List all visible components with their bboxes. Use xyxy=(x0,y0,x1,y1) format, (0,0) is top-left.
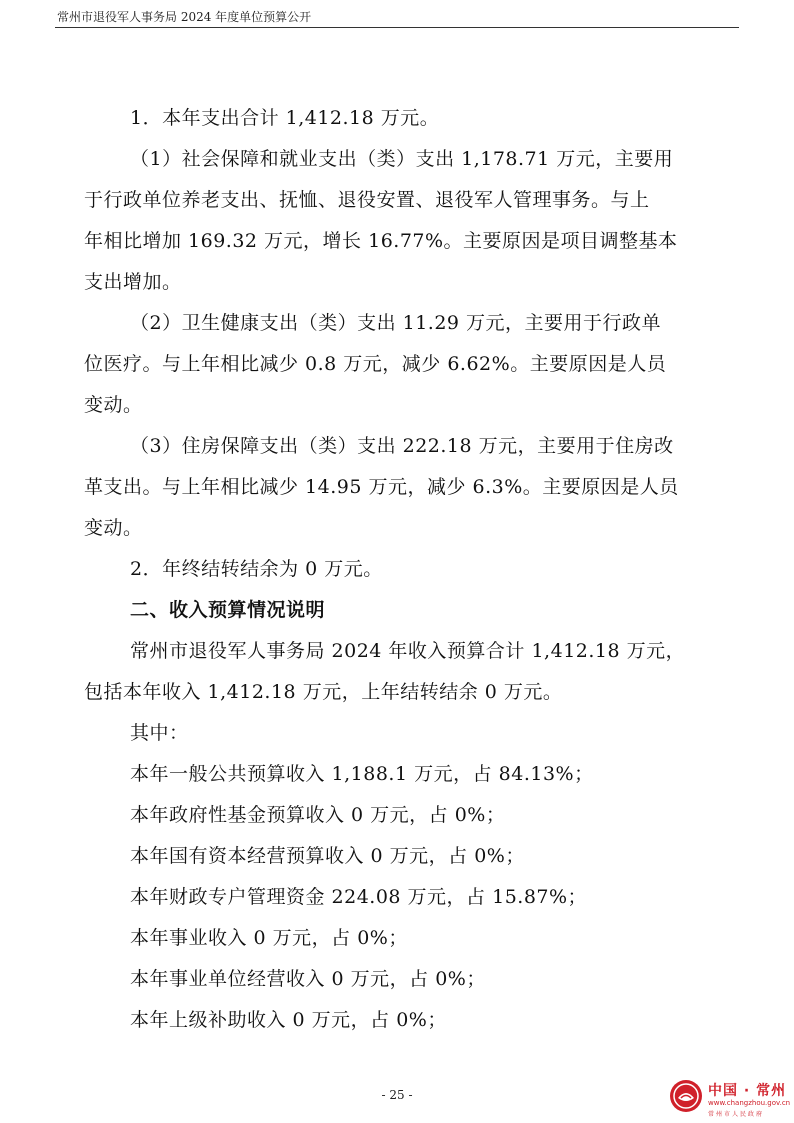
paragraph-line: 革支出。与上年相比减少 14.95 万元，减少 6.3%。主要原因是人员 xyxy=(84,476,679,498)
seal-icon xyxy=(668,1078,704,1114)
logo-title: 中国 · 常州 xyxy=(708,1083,787,1099)
income-item: 本年政府性基金预算收入 0 万元，占 0%； xyxy=(130,804,506,826)
paragraph-line: 变动。 xyxy=(84,394,143,416)
paragraph-line: 支出增加。 xyxy=(84,271,182,293)
logo-subtitle: 常州市人民政府 xyxy=(708,1111,765,1118)
paragraph-line: 位医疗。与上年相比减少 0.8 万元，减少 6.62%。主要原因是人员 xyxy=(84,353,667,375)
paragraph-line: 年相比增加 169.32 万元，增长 16.77%。主要原因是项目调整基本 xyxy=(84,230,678,252)
header-title: 常州市退役军人事务局 2024 年度单位预算公开 xyxy=(57,10,312,24)
document-body xyxy=(84,98,714,1041)
income-item: 本年上级补助收入 0 万元，占 0%； xyxy=(130,1009,447,1031)
paragraph-line: （3）住房保障支出（类）支出 222.18 万元，主要用于住房改 xyxy=(130,435,674,457)
income-item: 本年事业单位经营收入 0 万元，占 0%； xyxy=(130,968,486,990)
paragraph-line: 2．年终结转结余为 0 万元。 xyxy=(130,558,383,580)
header-divider xyxy=(55,27,739,28)
paragraph-line: 变动。 xyxy=(84,517,143,539)
paragraph-line: 其中： xyxy=(130,722,189,744)
paragraph-line: 包括本年收入 1,412.18 万元，上年结转结余 0 万元。 xyxy=(84,681,563,703)
page-number: - 25 - xyxy=(381,1088,413,1102)
government-logo xyxy=(668,1078,794,1122)
paragraph-line: 于行政单位养老支出、抚恤、退役安置、退役军人管理事务。与上 xyxy=(84,189,650,211)
paragraph-line: （2）卫生健康支出（类）支出 11.29 万元，主要用于行政单 xyxy=(130,312,662,334)
paragraph-line: 1．本年支出合计 1,412.18 万元。 xyxy=(130,107,440,129)
section-heading: 二、收入预算情况说明 xyxy=(130,599,326,621)
income-item: 本年国有资本经营预算收入 0 万元，占 0%； xyxy=(130,845,525,867)
logo-url: www.changzhou.gov.cn xyxy=(708,1099,791,1107)
paragraph-line: 常州市退役军人事务局 2024 年收入预算合计 1,412.18 万元， xyxy=(130,640,686,662)
income-item: 本年财政专户管理资金 224.08 万元，占 15.87%； xyxy=(130,886,588,908)
income-item: 本年事业收入 0 万元，占 0%； xyxy=(130,927,408,949)
income-item: 本年一般公共预算收入 1,188.1 万元，占 84.13%； xyxy=(130,763,594,785)
paragraph-line: （1）社会保障和就业支出（类）支出 1,178.71 万元，主要用 xyxy=(130,148,674,170)
